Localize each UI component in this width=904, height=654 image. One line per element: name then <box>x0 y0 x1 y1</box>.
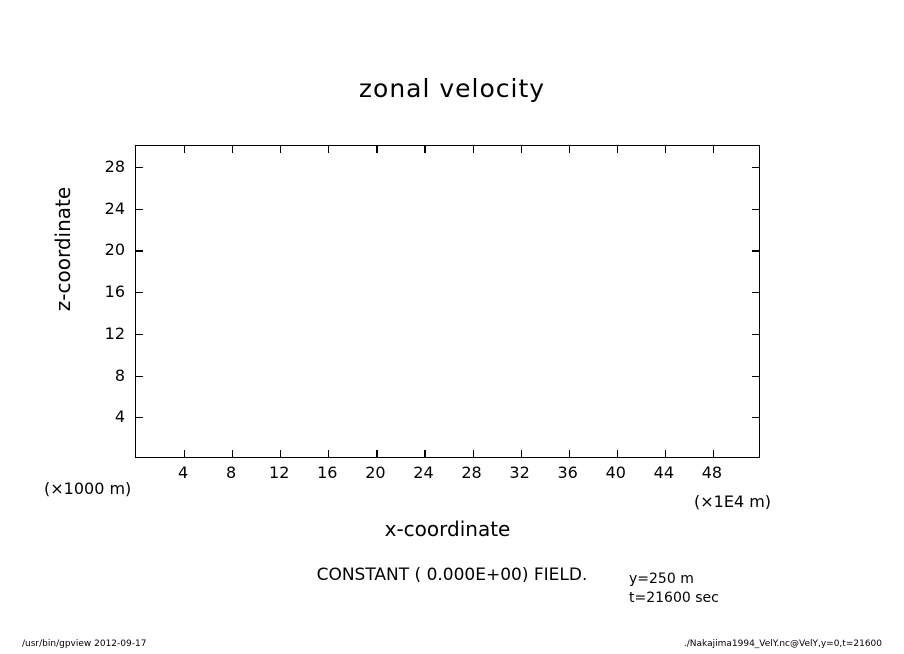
x-tick-label-28: 28 <box>461 463 482 482</box>
y-tick-right-16 <box>752 292 759 293</box>
param-y-value: y=250 m <box>629 571 694 587</box>
x-tick-36 <box>569 450 570 457</box>
parameter-annotations <box>629 570 719 608</box>
constant-field-note: CONSTANT ( 0.000E+00) FIELD. <box>316 565 588 585</box>
y-tick-label-24: 24 <box>104 198 125 218</box>
x-tick-top-8 <box>232 146 233 153</box>
x-tick-label-48: 48 <box>701 463 723 482</box>
x-axis-title: x-coordinate <box>384 517 511 541</box>
x-tick-label-24: 24 <box>413 463 434 482</box>
x-tick-top-4 <box>184 146 185 153</box>
y-tick-label-20: 20 <box>104 240 125 260</box>
plot-area <box>135 145 760 458</box>
y-tick-20 <box>136 250 143 251</box>
x-tick-4 <box>184 450 185 457</box>
x-tick-label-4: 4 <box>177 463 189 482</box>
y-tick-right-12 <box>752 334 759 335</box>
x-tick-top-48 <box>713 146 714 153</box>
y-tick-24 <box>136 209 143 210</box>
y-tick-right-20 <box>752 250 759 251</box>
page-title: zonal velocity <box>358 74 546 103</box>
y-tick-right-8 <box>752 376 759 377</box>
x-tick-top-12 <box>280 146 281 153</box>
y-tick-label-8: 8 <box>114 365 125 385</box>
y-tick-16 <box>136 292 143 293</box>
x-tick-40 <box>617 450 618 457</box>
y-tick-28 <box>136 167 143 168</box>
y-tick-label-28: 28 <box>104 156 125 176</box>
y-tick-4 <box>136 417 143 418</box>
x-tick-label-44: 44 <box>653 463 675 482</box>
x-tick-label-40: 40 <box>605 463 626 482</box>
status-bar-right: ./Nakajima1994_VelY.nc@VelY,y=0,t=21600 <box>683 639 882 649</box>
y-tick-right-4 <box>752 417 759 418</box>
x-axis-unit-label: (×1E4 m) <box>694 492 772 511</box>
x-tick-44 <box>665 450 666 457</box>
y-tick-label-12: 12 <box>104 323 125 343</box>
x-tick-24 <box>424 450 425 457</box>
x-tick-top-28 <box>473 146 474 153</box>
y-tick-label-16: 16 <box>104 282 125 302</box>
x-tick-label-8: 8 <box>226 463 237 482</box>
x-tick-top-36 <box>569 146 570 153</box>
y-tick-right-28 <box>752 167 759 168</box>
x-tick-32 <box>521 450 522 457</box>
x-tick-top-20 <box>376 146 377 153</box>
x-tick-top-24 <box>424 146 425 153</box>
param-t-value: t=21600 sec <box>629 590 719 606</box>
y-axis-title: z-coordinate <box>51 186 75 312</box>
x-tick-top-44 <box>665 146 666 153</box>
status-bar-left: /usr/bin/gpview 2012-09-17 <box>22 639 147 649</box>
x-tick-label-12: 12 <box>269 463 290 482</box>
y-tick-right-24 <box>752 209 759 210</box>
x-tick-label-20: 20 <box>365 463 386 482</box>
x-tick-label-16: 16 <box>317 463 338 482</box>
x-tick-48 <box>713 450 714 457</box>
x-tick-16 <box>328 450 329 457</box>
x-tick-top-32 <box>521 146 522 153</box>
y-tick-8 <box>136 376 143 377</box>
x-tick-20 <box>376 450 377 457</box>
x-tick-label-36: 36 <box>557 463 578 482</box>
x-tick-28 <box>473 450 474 457</box>
y-tick-label-4: 4 <box>114 407 125 427</box>
x-tick-top-40 <box>617 146 618 153</box>
x-tick-12 <box>280 450 281 457</box>
y-axis-unit-label: (×1000 m) <box>44 479 132 498</box>
x-tick-8 <box>232 450 233 457</box>
x-tick-label-32: 32 <box>509 463 530 482</box>
x-tick-top-16 <box>328 146 329 153</box>
y-tick-12 <box>136 334 143 335</box>
